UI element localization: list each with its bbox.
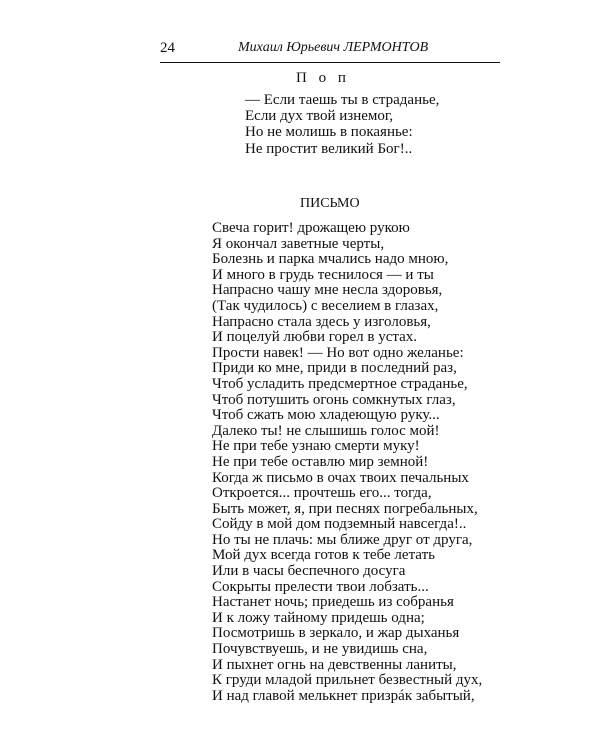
poem-line: Когда ж письмо в очах твоих печальных [212, 469, 469, 486]
poem-line: И над главой мелькнет призрáк забытый, [212, 687, 475, 704]
poem-line: И много в грудь теснилося — и ты [212, 266, 434, 283]
poem-line: Напрасно чашу мне несла здоровья, [212, 282, 443, 299]
poem-title-pop: П о п [296, 70, 350, 86]
poem-line: Почувствуешь, и не увидишь сна, [212, 641, 428, 658]
poem-line: Болезнь и парка мчались надо мною, [212, 251, 449, 268]
poem-line: Чтоб сжать мою хладеющую руку... [212, 407, 440, 424]
poem-letter [212, 221, 482, 704]
poem-line: Откроется... прочтешь его... тогда, [212, 485, 432, 502]
poem-line: Быть может, я, при песнях погребальных, [212, 500, 478, 517]
poem-line: Далеко ты! не слышишь голос мой! [212, 422, 440, 439]
header-author: Михаил Юрьевич ЛЕРМОНТОВ [238, 40, 429, 55]
poem-line: Мой дух всегда готов к тебе летать [212, 547, 435, 564]
poem-line: Прости навек! — Но вот одно желанье: [212, 344, 464, 361]
poem-line: Приди ко мне, приди в последний раз, [212, 360, 457, 377]
poem-line: (Так чудилось) с веселием в глазах, [212, 297, 439, 314]
poem-line: Сойду в мой дом подземный навсегда!.. [212, 516, 467, 533]
poem-line: Посмотришь в зеркало, и жар дыханья [212, 625, 460, 642]
poem-line: — Если таешь ты в страданье, [245, 92, 440, 108]
poem-title-letter: ПИСЬМО [300, 196, 360, 211]
poem-line: Не простит великий Бог!.. [245, 140, 413, 157]
poem-line: Чтоб потушить огонь сомкнутых глаз, [212, 391, 456, 408]
poem-line: Чтоб усладить предсмертное страданье, [212, 375, 468, 392]
poem-line: Напрасно стала здесь у изголовья, [212, 313, 431, 330]
poem-line: Если дух твой изнемог, [245, 108, 394, 125]
poem-line: Настанет ночь; приедешь из собранья [212, 594, 454, 611]
poem-line: Не при тебе оставлю мир земной! [212, 453, 429, 470]
poem-line: Не при тебе узнаю смерти муку! [212, 438, 420, 455]
poem-line: Я окончал заветные черты, [212, 235, 385, 252]
poem-line: Сокрыты прелести твои лобзать... [212, 578, 429, 595]
poem-line: И пыхнет огнь на девственны ланиты, [212, 656, 457, 673]
poem-pop [245, 92, 439, 157]
poem-line: Но не молишь в покаянье: [245, 124, 413, 141]
running-header [160, 38, 500, 63]
poem-line: Свеча горит! дрожащею рукою [212, 220, 410, 236]
poem-line: И к ложу тайному придешь одна; [212, 609, 425, 626]
poem-line: И поцелуй любви горел в устах. [212, 329, 418, 346]
poem-line: Или в часы беспечного досуга [212, 563, 406, 580]
poem-line: К груди младой прильнет безвестный дух, [212, 672, 483, 689]
page-number: 24 [160, 40, 175, 56]
poem-line: Но ты не плачь: мы ближе друг от друга, [212, 531, 473, 548]
